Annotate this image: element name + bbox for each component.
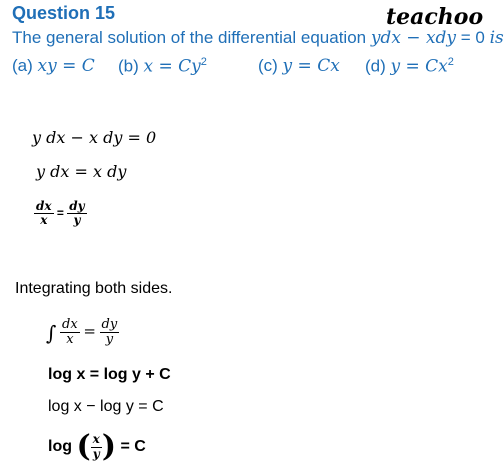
option-b-expr: x = Cy: [143, 56, 201, 77]
option-a[interactable]: [12, 56, 95, 76]
fraction-x-y: [91, 433, 102, 460]
fraction-dx-x: [34, 200, 54, 227]
option-c[interactable]: [258, 56, 340, 76]
option-b-label: (b): [118, 56, 144, 76]
fraction-dx-x: [60, 318, 80, 348]
fraction-dy-y: [67, 200, 86, 227]
integral-sign: ∫: [46, 320, 57, 345]
fraction-numerator: dy: [69, 199, 85, 213]
equals-sign: =: [56, 205, 64, 220]
step-4: [46, 318, 119, 348]
fraction-denominator: y: [73, 213, 81, 228]
fraction-numerator: dx: [36, 199, 52, 213]
option-b[interactable]: [118, 56, 207, 77]
option-c-expr: y = Cx: [282, 56, 340, 76]
log-label: log: [48, 438, 72, 455]
teachoo-logo: teachoo: [386, 4, 484, 30]
option-c-label: (c): [258, 56, 283, 75]
step-3: [34, 200, 87, 227]
fraction-dy-y: [100, 318, 120, 348]
question-prefix: The general solution of the differential equation: [12, 28, 371, 47]
equals-c: = C: [120, 438, 146, 455]
step-2: y dx = x dy: [36, 162, 127, 181]
question-equals: = 0: [456, 28, 490, 47]
fraction-denominator: y: [105, 332, 114, 348]
option-b-sup: 2: [200, 56, 207, 68]
fraction-numerator: x: [92, 432, 100, 447]
option-d-sup: 2: [447, 56, 454, 68]
fraction-denominator: y: [92, 446, 100, 461]
right-paren: ): [101, 429, 117, 464]
option-d-label: (d): [365, 56, 391, 76]
question-suffix: is: [489, 28, 504, 48]
option-d-expr: y = Cx: [390, 56, 448, 77]
question-equation: ydx − xdy: [370, 28, 457, 48]
left-paren: (: [76, 429, 91, 464]
option-a-label: (a): [12, 56, 38, 75]
fraction-denominator: x: [40, 213, 48, 228]
integrating-text: Integrating both sides.: [15, 280, 173, 297]
question-number: Question 15: [12, 3, 116, 23]
step-1: y dx − x dy = 0: [32, 128, 157, 147]
step-7: [48, 429, 146, 464]
option-a-expr: xy = C: [37, 56, 95, 76]
fraction-numerator: dy: [101, 317, 118, 332]
fraction-numerator: dx: [62, 317, 78, 332]
fraction-denominator: x: [66, 332, 74, 348]
question-text: [12, 28, 504, 48]
option-d[interactable]: [365, 56, 454, 77]
step-6: log x − log y = C: [48, 398, 164, 415]
equals-sign: =: [83, 322, 96, 341]
step-5: log x = log y + C: [48, 366, 171, 383]
